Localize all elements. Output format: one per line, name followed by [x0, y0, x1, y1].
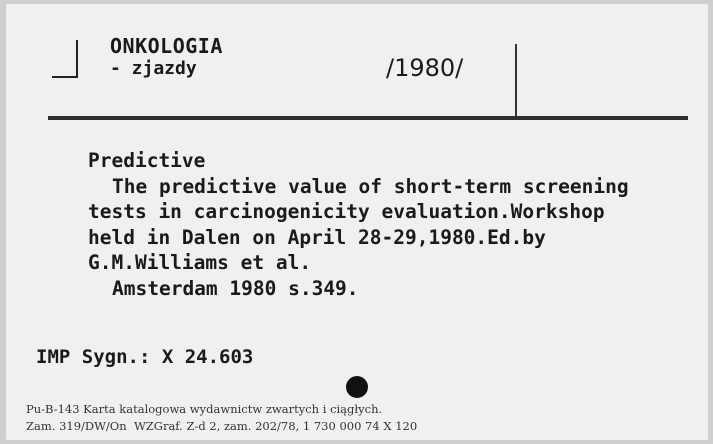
- entry-line-1: Predictive: [88, 149, 206, 172]
- subject-heading: ONKOLOGIA: [110, 34, 223, 58]
- entry-line-4: held in Dalen on April 28-29,1980.Ed.by: [88, 225, 546, 249]
- year-heading: /1980/: [386, 54, 464, 82]
- footer-line-2: Zam. 319/DW/On WZGraf. Z-d 2, zam. 202/78, 1 730 000 74 X 120: [26, 419, 418, 433]
- punch-hole: [346, 376, 368, 398]
- footer-line-1: Pu-B-143 Karta katalogowa wydawnictw zwartych i ciągłych.: [26, 402, 383, 416]
- subject-subheading: - zjazdy: [110, 58, 197, 79]
- divider-horizontal: [48, 116, 688, 120]
- entry-line-3: tests in carcinogenicity evaluation.Workshop: [88, 200, 605, 223]
- entry-line-2: The predictive value of short-term screening: [112, 174, 629, 198]
- entry-line-6: Amsterdam 1980 s.349.: [112, 276, 359, 300]
- corner-bracket-horizontal: [52, 76, 78, 78]
- catalog-card: [6, 4, 708, 440]
- divider-vertical: [515, 44, 517, 116]
- call-number: IMP Sygn.: X 24.603: [36, 346, 254, 368]
- entry-body: [88, 148, 629, 301]
- entry-line-5: G.M.Williams et al.: [88, 251, 312, 274]
- corner-bracket-vertical: [76, 40, 78, 78]
